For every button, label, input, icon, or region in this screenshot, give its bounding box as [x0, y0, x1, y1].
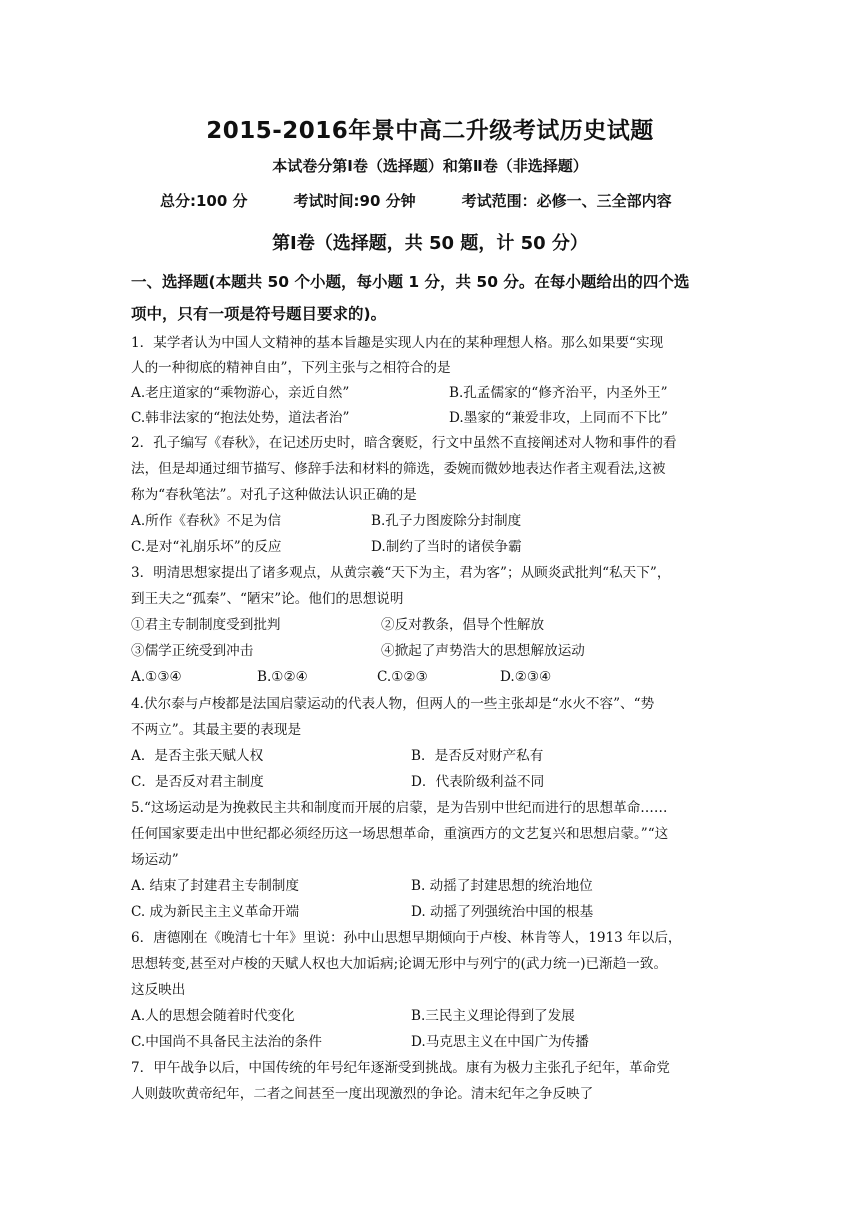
- question-4-option-d: D．代表阶级利益不同: [411, 774, 545, 790]
- question-2-text: 法，但是却通过细节描写、修辞手法和材料的筛选，委婉而微妙地表达作者主观看法,这被: [131, 461, 666, 477]
- question-4-option-b: B．是否反对财产私有: [411, 748, 544, 764]
- section-title: 第Ⅰ卷（选择题，共 50 题，计 50 分）: [272, 233, 588, 254]
- question-1-option-b: B.孔孟儒家的“修齐治平，内圣外王”: [449, 385, 668, 401]
- question-5-text: 任何国家要走出中世纪都必须经历这一场思想革命，重演西方的文艺复兴和思想启蒙。”“这: [131, 826, 669, 842]
- question-1-text: 人的一种彻底的精神自由”，下列主张与之相符合的是: [131, 360, 451, 376]
- question-6-option-a: A.人的思想会随着时代变化: [131, 1008, 295, 1024]
- question-3-option-b: B.①②④: [257, 669, 308, 685]
- question-4-text: 4.伏尔泰与卢梭都是法国启蒙运动的代表人物，但两人的一些主张却是“水火不容”、“势: [131, 696, 655, 712]
- question-3-option-c: C.①②③: [377, 669, 428, 685]
- question-6-option-b: B.三民主义理论得到了发展: [411, 1008, 575, 1024]
- question-4-option-c: C．是否反对君主制度: [131, 774, 264, 790]
- question-6-text: 6．唐德刚在《晚清七十年》里说：孙中山思想早期倾向于卢梭、林肯等人，1913 年以后，: [131, 930, 682, 946]
- question-4-text: 不两立”。其最主要的表现是: [131, 722, 302, 738]
- question-6-option-c: C.中国尚不具备民主法治的条件: [131, 1034, 322, 1050]
- total-score: 总分:100 分: [160, 192, 248, 210]
- question-3-text: 3．明清思想家提出了诸多观点，从黄宗羲“天下为主，君为客”；从顾炎武批判“私天下”，: [131, 565, 671, 581]
- exam-scope: 考试范围：必修一、三全部内容: [461, 192, 672, 210]
- question-2-option-c: C.是对“礼崩乐坏”的反应: [131, 539, 282, 555]
- question-3-option-a: A.①③④: [131, 669, 182, 685]
- exam-title: 2015-2016年景中高二升级考试历史试题: [206, 118, 654, 144]
- section-instruction-line-1: 一、选择题(本题共 50 个小题，每小题 1 分，共 50 分。在每小题给出的四个选: [131, 273, 690, 291]
- exam-meta: [160, 190, 760, 211]
- question-3-statement-4: ④掀起了声势浩大的思想解放运动: [381, 643, 585, 659]
- question-7-text: 7．甲午战争以后，中国传统的年号纪年逐渐受到挑战。康有为极力主张孔子纪年，革命党: [131, 1060, 670, 1076]
- exam-subtitle: 本试卷分第Ⅰ卷（选择题）和第Ⅱ卷（非选择题）: [272, 157, 588, 175]
- question-5-text: 5.“这场运动是为挽救民主共和制度而开展的启蒙，是为告别中世纪而进行的思想革命……: [131, 800, 668, 816]
- question-2-option-d: D.制约了当时的诸侯争霸: [371, 539, 522, 555]
- question-2-text: 称为“春秋笔法”。对孔子这种做法认识正确的是: [131, 487, 417, 503]
- question-1-option-a: A.老庄道家的“乘物游心，亲近自然”: [131, 385, 350, 401]
- question-7-text: 人则鼓吹黄帝纪年，二者之间甚至一度出现激烈的争论。清末纪年之争反映了: [131, 1086, 594, 1102]
- question-5-option-c: C. 成为新民主主义革命开端: [131, 904, 300, 920]
- question-4-option-a: A．是否主张天赋人权: [131, 748, 264, 764]
- question-2-text: 2．孔子编写《春秋》，在记述历史时，暗含褒贬，行文中虽然不直接阐述对人物和事件的看: [131, 435, 677, 451]
- question-5-option-b: B. 动摇了封建思想的统治地位: [411, 878, 593, 894]
- question-3-text: 到王夫之“孤秦”、“陋宋”论。他们的思想说明: [131, 591, 404, 607]
- question-5-option-d: D. 动摇了列强统治中国的根基: [411, 904, 594, 920]
- question-6-option-d: D.马克思主义在中国广为传播: [411, 1034, 589, 1050]
- question-2-option-a: A.所作《春秋》不足为信: [131, 513, 282, 529]
- question-3-statement-1: ①君主专制制度受到批判: [131, 617, 281, 633]
- question-2-option-b: B.孔子力图废除分封制度: [371, 513, 522, 529]
- question-5-text: 场运动”: [131, 852, 179, 868]
- question-1-text: 1．某学者认为中国人文精神的基本旨趣是实现人内在的某种理想人格。那么如果要“实现: [131, 335, 664, 351]
- question-6-text: 这反映出: [131, 982, 186, 998]
- question-1-option-c: C.韩非法家的“抱法处势，道法者治”: [131, 410, 350, 426]
- question-6-text: 思想转变,甚至对卢梭的天赋人权也大加诟病;论调无形中与列宁的(武力统一)已渐趋一致。: [131, 956, 668, 972]
- exam-time: 考试时间:90 分钟: [293, 192, 416, 210]
- question-1-option-d: D.墨家的“兼爱非攻，上同而不下比”: [449, 410, 668, 426]
- section-instruction-line-2: 项中，只有一项是符号题目要求的)。: [131, 305, 387, 323]
- question-3-statement-3: ③儒学正统受到冲击: [131, 643, 254, 659]
- question-3-statement-2: ②反对教条，倡导个性解放: [381, 617, 545, 633]
- question-5-option-a: A. 结束了封建君主专制制度: [131, 878, 299, 894]
- question-3-option-d: D.②③④: [500, 669, 552, 685]
